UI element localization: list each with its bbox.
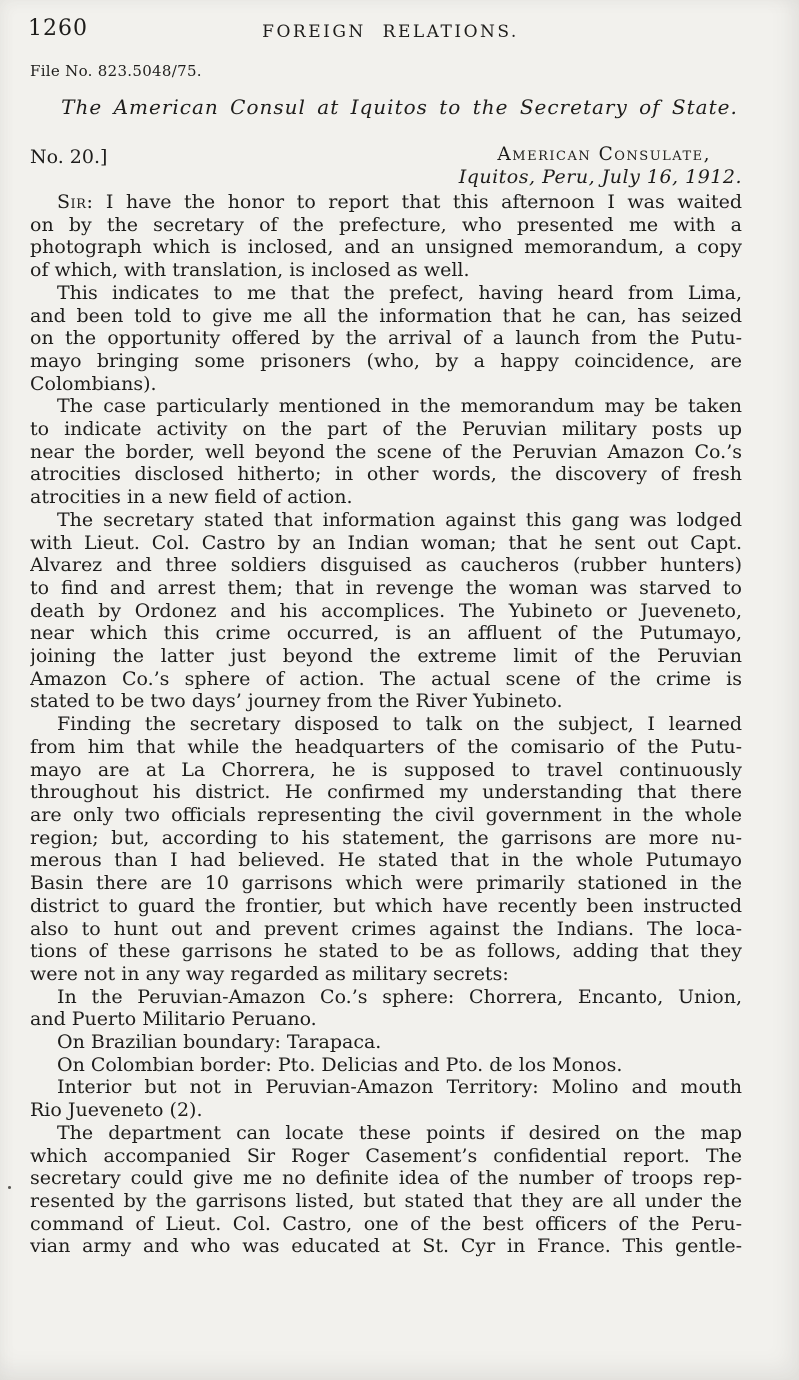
text-line: and been told to give me all the information that he can, has seized (30, 304, 742, 327)
paragraph (30, 1054, 742, 1077)
text-line: Interior but not in Peruvian-Amazon Territory: Molino and mouth (57, 1076, 742, 1099)
paragraph (30, 191, 742, 282)
text-line: district to guard the frontier, but which have recently been instructed (30, 894, 742, 917)
document-title: The American Consul at Iquitos to the Secretary of State. (61, 95, 738, 119)
text-line: mayo bringing some prisoners (who, by a happy coincidence, are (30, 349, 742, 372)
paragraph (30, 395, 742, 509)
text-line: near the border, well beyond the scene of the Peruvian Amazon Co.’s (30, 440, 742, 463)
text-line: Colombians). (30, 372, 157, 395)
text-line: from him that while the headquarters of the comisario of the Putu- (30, 735, 742, 758)
text-line: tions of these garrisons he stated to be as follows, adding that they (30, 940, 742, 963)
text-line: which accompanied Sir Roger Casement’s confidential report. The (30, 1144, 742, 1167)
paragraph (30, 1076, 742, 1121)
text-line: region; but, according to his statement, the garrisons are more nu- (30, 826, 742, 849)
salutation: Sir: (57, 191, 94, 213)
text-line: and Puerto Militario Peruano. (30, 1008, 317, 1031)
file-number: File No. 823.5048/75. (30, 62, 202, 80)
text-line: secretary could give me no definite idea of the number of troops rep- (30, 1167, 742, 1190)
consulate-name: American Consulate, (497, 144, 711, 165)
text-line: Sir: I have the honor to report that this afternoon I was waited (57, 191, 742, 213)
text-line: On Colombian border: Pto. Delicias and Pto. de los Monos. (57, 1053, 623, 1076)
text-line: mayo are at La Chorrera, he is supposed to travel continuously (30, 758, 742, 781)
text-line: On Brazilian boundary: Tarapaca. (57, 1031, 382, 1054)
text-line: of which, with translation, is inclosed as well. (30, 259, 470, 282)
text-line: atrocities disclosed hitherto; in other words, the discovery of fresh (30, 463, 742, 486)
text-line: This indicates to me that the prefect, having heard from Lima, (57, 281, 742, 304)
text-line: stated to be two days’ journey from the River Yubineto. (30, 690, 563, 713)
text-line: command of Lieut. Col. Castro, one of the best officers of the Peru- (30, 1212, 742, 1235)
text-line: The department can locate these points if desired on the map (57, 1121, 742, 1144)
paragraph (30, 282, 742, 396)
text-line: death by Ordonez and his accomplices. The Yubineto or Jueveneto, (30, 599, 742, 622)
text-line: The secretary stated that information against this gang was lodged (57, 508, 742, 531)
text-line: are only two officials representing the civil government in the whole (30, 803, 742, 826)
text-line: photograph which is inclosed, and an unsigned memorandum, a copy (30, 236, 742, 259)
paragraph (30, 509, 742, 713)
running-header: FOREIGN RELATIONS. (262, 22, 519, 42)
place-dateline: Iquitos, Peru, July 16, 1912. (458, 166, 742, 188)
text-line: also to hunt out and prevent crimes against the Indians. The loca- (30, 917, 742, 940)
paragraph (30, 1122, 742, 1258)
text-line: on by the secretary of the prefecture, who presented me with a (30, 213, 742, 236)
letter-body (30, 191, 742, 1258)
text-line: joining the latter just beyond the extreme limit of the Peruvian (30, 645, 742, 668)
text-line: were not in any way regarded as military secrets: (30, 962, 509, 985)
paragraph (30, 1031, 742, 1054)
text-line: Finding the secretary disposed to talk on the subject, I learned (57, 713, 742, 736)
text-line: Rio Jueveneto (2). (30, 1099, 203, 1122)
page-number: 1260 (28, 16, 88, 41)
document-number: No. 20.] (30, 146, 108, 168)
text-line: with Lieut. Col. Castro by an Indian woman; that he sent out Capt. (30, 531, 742, 554)
text-line: Amazon Co.’s sphere of action. The actual scene of the crime is (30, 667, 742, 690)
scan-speckle (8, 1186, 11, 1189)
text-line: throughout his district. He confirmed my understanding that there (30, 781, 742, 804)
text-line: merous than I had believed. He stated that in the whole Putumayo (30, 849, 742, 872)
text-line: resented by the garrisons listed, but stated that they are all under the (30, 1189, 742, 1212)
text-line: In the Peruvian-Amazon Co.’s sphere: Chorrera, Encanto, Union, (57, 985, 742, 1008)
text-line: near which this crime occurred, is an affluent of the Putumayo, (30, 622, 742, 645)
text-line: Alvarez and three soldiers disguised as caucheros (rubber hunters) (30, 554, 742, 577)
text-line: The case particularly mentioned in the memorandum may be taken (57, 395, 742, 418)
text-line: vian army and who was educated at St. Cyr in France. This gentle- (30, 1235, 742, 1258)
text-line: to find and arrest them; that in revenge the woman was starved to (30, 576, 742, 599)
text-line: to indicate activity on the part of the Peruvian military posts up (30, 418, 742, 441)
text-line: atrocities in a new field of action. (30, 486, 353, 509)
text-line: on the opportunity offered by the arrival of a launch from the Putu- (30, 327, 742, 350)
paragraph (30, 986, 742, 1031)
paragraph (30, 713, 742, 985)
text-line: Basin there are 10 garrisons which were primarily stationed in the (30, 872, 742, 895)
